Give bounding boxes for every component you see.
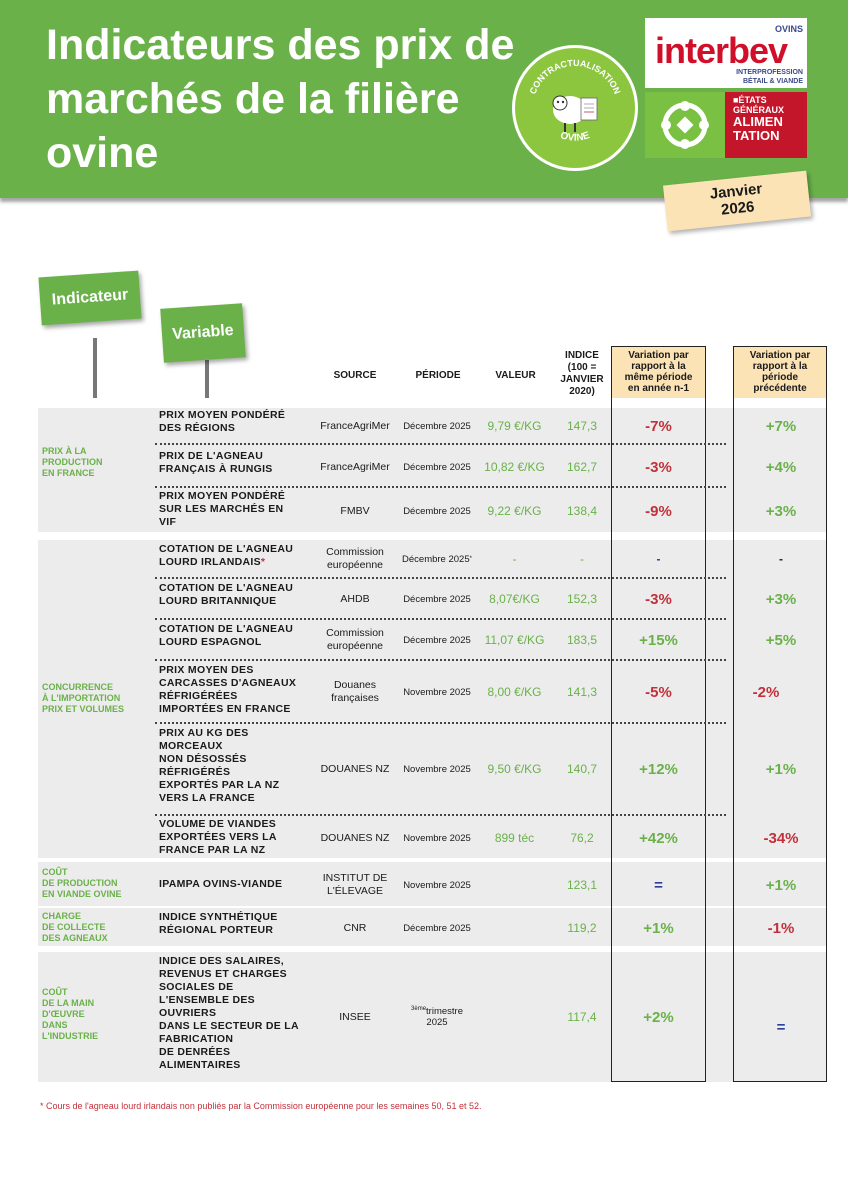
- cat-line: PRODUCTION: [42, 457, 103, 467]
- variable-label: [159, 623, 309, 649]
- row-separator: [155, 722, 726, 724]
- var-line: RÉFRIGÉRÉS: [159, 766, 231, 778]
- var-prec-cell: -1%: [767, 919, 795, 937]
- source-cell: [315, 664, 395, 720]
- periode-cell: Décembre 2025: [403, 420, 471, 432]
- page-title: Indicateurs des prix de marchés de la filière ovine: [46, 21, 515, 177]
- table-row: [155, 664, 826, 720]
- valeur-cell: 11,07 €/KG: [484, 633, 545, 647]
- variable-label: [159, 911, 309, 937]
- source-cell: FranceAgriMer: [320, 419, 390, 432]
- cat-line: CONCURRENCE: [42, 682, 114, 692]
- table-row: [155, 543, 826, 575]
- source-cell: DOUANES NZ: [320, 831, 390, 844]
- var-prec-header: [733, 346, 827, 398]
- cat-line: D'ŒUVRE: [42, 1009, 85, 1019]
- var-line: RÉFRIGÉRÉES: [159, 690, 238, 702]
- var-line: DE DENRÉES: [159, 1046, 231, 1058]
- var-prec-cell: =: [776, 1018, 786, 1036]
- var-n1-header: [611, 346, 706, 398]
- variable-label: [159, 409, 309, 435]
- indice-l4: 2020): [569, 386, 595, 397]
- interbev-subtitle: [695, 68, 803, 86]
- indice-cell: 162,7: [566, 460, 598, 474]
- var-line: PRIX MOYEN PONDÉRÉ: [159, 409, 286, 421]
- table-row: [155, 409, 826, 443]
- indice-cell: 138,4: [566, 504, 598, 518]
- var1-l3: même période: [624, 372, 693, 383]
- periode-cell: Décembre 2025: [403, 922, 471, 934]
- var-line: FABRICATION: [159, 1033, 234, 1045]
- indice-header: [552, 350, 612, 398]
- var-prec-cell: +1%: [765, 760, 797, 778]
- var-line: SUR LES MARCHÉS EN: [159, 503, 284, 515]
- egalim-text: [725, 92, 807, 158]
- source-line: L'ÉLEVAGE: [326, 885, 384, 897]
- var-line: INDICE SYNTHÉTIQUE: [159, 911, 278, 923]
- egal-l1: ■ÉTATS: [733, 95, 767, 105]
- var-line: EXPORTÉES VERS LA: [159, 831, 277, 843]
- svg-text:CONTRACTUALISATION: [528, 58, 623, 96]
- var-n1-cell: -3%: [645, 590, 672, 608]
- variable-label: [159, 543, 309, 569]
- periode-cell: Novembre 2025: [403, 763, 471, 775]
- asterisk: *: [260, 556, 266, 568]
- var-prec-cell: +1%: [765, 876, 797, 894]
- sign-post: [93, 338, 97, 398]
- var-prec-cell: -2%: [752, 683, 780, 701]
- valeur-cell: 899 téc: [494, 831, 535, 845]
- source-cell: [315, 866, 395, 904]
- valeur-cell: -: [512, 552, 517, 566]
- var-line: COTATION DE L'AGNEAU: [159, 582, 294, 594]
- indicateur-sign: Indicateur: [38, 271, 141, 326]
- periode-cell: [397, 543, 477, 575]
- cat-line: À L'IMPORTATION: [42, 693, 121, 703]
- indice-cell: 141,3: [566, 685, 598, 699]
- var-line: ALIMENTAIRES: [159, 1059, 241, 1071]
- var-prec-cell: -: [779, 552, 783, 566]
- variable-label: [159, 818, 309, 857]
- var-line: INDICE DES SALAIRES,: [159, 955, 285, 967]
- indice-l3: JANVIER: [560, 374, 604, 385]
- row-separator: [155, 814, 726, 816]
- var-line: IPAMPA OVINS-VIANDE: [159, 878, 283, 890]
- table-row: [155, 866, 826, 904]
- cat-line: CHARGE: [42, 911, 82, 921]
- source-cell: INSEE: [339, 1010, 371, 1023]
- periode-cell: Novembre 2025: [403, 686, 471, 698]
- header-banner: [0, 0, 848, 198]
- source-cell: FranceAgriMer: [320, 460, 390, 473]
- var-line: EXPORTÉS PAR LA NZ: [159, 779, 280, 791]
- var2-l3: période: [761, 372, 799, 383]
- indice-l2: (100 =: [567, 362, 597, 373]
- indice-cell: 140,7: [566, 762, 598, 776]
- category-prix-production: [42, 446, 103, 479]
- var2-l1: Variation par: [749, 350, 811, 361]
- var-line: DES RÉGIONS: [159, 422, 236, 434]
- valeur-cell: 9,22 €/KG: [487, 504, 542, 518]
- category-cout-production: [42, 867, 122, 900]
- source-cell: CNR: [343, 921, 367, 934]
- source-line: Douanes: [333, 679, 376, 691]
- var-line: COTATION DE L'AGNEAU: [159, 623, 294, 635]
- valeur-cell: 8,00 €/KG: [487, 685, 542, 699]
- source-line: Commission: [326, 546, 384, 558]
- table-row: [155, 490, 826, 532]
- egal-l4: TATION: [733, 128, 780, 143]
- indice-cell: 117,4: [567, 1010, 597, 1024]
- table-row: [155, 623, 826, 657]
- row-separator: [155, 577, 726, 579]
- indice-cell: 76,2: [570, 831, 594, 845]
- var-line: VERS LA FRANCE: [159, 792, 255, 804]
- var-line: MORCEAUX: [159, 740, 223, 752]
- periode-year: 2025: [426, 1017, 448, 1029]
- indice-cell: 183,5: [566, 633, 598, 647]
- table-row: [155, 582, 826, 616]
- var-n1-cell: +15%: [639, 631, 678, 649]
- row-separator: [155, 618, 726, 620]
- cat-line: EN FRANCE: [42, 468, 95, 478]
- date-year: 2026: [720, 198, 756, 219]
- source-line: françaises: [331, 692, 379, 704]
- source-line: européenne: [326, 559, 384, 571]
- var1-l4: en année n-1: [627, 383, 690, 394]
- periode-mark: *: [469, 556, 472, 562]
- valeur-header: VALEUR: [495, 370, 536, 381]
- var-line: PRIX AU KG DES: [159, 727, 249, 739]
- periode-text: trimestre: [426, 1006, 463, 1018]
- cat-line: DE LA MAIN: [42, 998, 95, 1008]
- var-n1-cell: +1%: [643, 919, 674, 937]
- periode-cell: Décembre 2025: [403, 634, 471, 646]
- var-n1-cell: -7%: [645, 417, 672, 435]
- var-line: PRIX MOYEN DES: [159, 664, 254, 676]
- var-line: IMPORTÉES EN FRANCE: [159, 703, 291, 715]
- category-charge-collecte: [42, 911, 108, 944]
- var-n1-cell: +12%: [639, 760, 678, 778]
- cat-line: DE PRODUCTION: [42, 878, 118, 888]
- cat-line: COÛT: [42, 987, 68, 997]
- interbev-brand: interbev: [655, 30, 788, 71]
- cat-line: COÛT: [42, 867, 68, 877]
- var-line: COTATION DE L'AGNEAU: [159, 543, 294, 555]
- source-cell: [315, 623, 395, 657]
- table-row: [155, 450, 826, 484]
- source-line: européenne: [326, 640, 384, 652]
- var-n1-cell: +42%: [639, 829, 678, 847]
- cat-line: DANS: [42, 1020, 68, 1030]
- var1-l2: rapport à la: [631, 361, 686, 372]
- periode-cell: Décembre 2025: [403, 505, 471, 517]
- valeur-cell: [477, 866, 552, 904]
- contractualisation-badge: [512, 45, 638, 171]
- table-row: [155, 818, 826, 858]
- svg-text:OVINE: [559, 130, 592, 144]
- row-separator: [155, 443, 726, 445]
- egal-l3: ALIMEN: [733, 114, 783, 129]
- indice-cell: 123,1: [566, 878, 598, 892]
- valeur-cell: 10,82 €/KG: [484, 460, 545, 474]
- cat-line: PRIX À LA: [42, 446, 87, 456]
- var-line: REVENUS ET CHARGES: [159, 968, 287, 980]
- sheep-icon: [515, 48, 635, 168]
- var-n1-cell: -5%: [645, 683, 672, 701]
- var-line: DANS LE SECTEUR DE LA: [159, 1020, 299, 1032]
- variable-label: [159, 490, 309, 529]
- category-main-oeuvre: [42, 987, 98, 1042]
- var-n1-cell: -3%: [645, 458, 672, 476]
- badge-top-text: CONTRACTUALISATION: [527, 57, 623, 96]
- var-line: VIF: [159, 516, 177, 528]
- var-line: VOLUME DE VIANDES: [159, 818, 277, 830]
- var-line: LOURD IRLANDAIS: [159, 556, 261, 568]
- var-line: NON DÉSOSSÉS: [159, 753, 247, 765]
- var-prec-cell: -34%: [763, 829, 799, 847]
- valeur-cell: 9,50 €/KG: [487, 762, 542, 776]
- table-row: [155, 955, 826, 1079]
- indice-l1: INDICE: [565, 350, 599, 361]
- cat-line: DE COLLECTE: [42, 922, 106, 932]
- variable-label: [159, 582, 309, 608]
- interbev-logo: [645, 18, 807, 88]
- periode-cell: Novembre 2025: [403, 879, 471, 891]
- var-n1-cell: -: [656, 552, 661, 566]
- var-prec-cell: +3%: [765, 590, 797, 608]
- people-icon: [645, 92, 725, 158]
- cat-line: EN VIANDE OVINE: [42, 889, 122, 899]
- var2-l4: précédente: [753, 383, 807, 394]
- source-cell: FMBV: [340, 504, 370, 517]
- sign-post: [205, 360, 209, 398]
- var-line: PRIX DE L'AGNEAU: [159, 450, 264, 462]
- var-line: OUVRIERS: [159, 1007, 217, 1019]
- var-n1-cell: -9%: [645, 502, 672, 520]
- variable-label: [159, 878, 309, 891]
- valeur-cell: [477, 911, 552, 945]
- var-line: L'ENSEMBLE DES: [159, 994, 255, 1006]
- source-cell: DOUANES NZ: [320, 762, 390, 775]
- indice-cell: 119,2: [567, 921, 597, 935]
- indice-cell: -: [580, 552, 584, 566]
- var-line: LOURD BRITANNIQUE: [159, 595, 277, 607]
- variable-label: [159, 955, 309, 1072]
- periode-cell: Novembre 2025: [403, 832, 471, 844]
- indice-cell: 152,3: [566, 592, 598, 606]
- source-header: SOURCE: [333, 370, 377, 381]
- var-n1-cell: =: [654, 876, 663, 894]
- interbev-sub1: INTERPROFESSION: [736, 69, 803, 76]
- var-line: RÉGIONAL PORTEUR: [159, 924, 274, 936]
- cat-line: DES AGNEAUX: [42, 933, 108, 943]
- source-line: INSTITUT DE: [322, 872, 388, 884]
- var-n1-cell: +2%: [643, 1008, 674, 1026]
- periode-cell: Décembre 2025: [403, 461, 471, 473]
- valeur-cell: 8,07€/KG: [489, 592, 540, 606]
- interbev-ovins: OVINS: [774, 24, 803, 34]
- var2-l2: rapport à la: [752, 361, 808, 372]
- var-line: FRANCE PAR LA NZ: [159, 844, 266, 856]
- source-line: Commission: [326, 627, 384, 639]
- table-row: [155, 911, 826, 945]
- valeur-cell: 9,79 €/KG: [487, 419, 542, 433]
- var-line: FRANÇAIS À RUNGIS: [159, 463, 273, 475]
- variable-label: [159, 727, 309, 805]
- valeur-cell: [477, 955, 552, 1079]
- periode-header: PÉRIODE: [415, 370, 461, 381]
- periode-text: Décembre 2025: [402, 553, 470, 565]
- egalim-logo: [645, 92, 807, 158]
- var1-l1: Variation par: [628, 350, 689, 361]
- periode-sup: 3ème: [411, 1005, 427, 1012]
- row-separator: [155, 659, 726, 661]
- footnote: * Cours de l'agneau lourd irlandais non publiés par la Commission européenne pour les semaines 50, 51 et 52.: [40, 1101, 482, 1111]
- var-line: LOURD ESPAGNOL: [159, 636, 262, 648]
- var-line: PRIX MOYEN PONDÉRÉ: [159, 490, 286, 502]
- indice-cell: 147,3: [566, 419, 598, 433]
- var-prec-cell: +5%: [765, 631, 797, 649]
- cat-line: PRIX ET VOLUMES: [42, 704, 125, 714]
- variable-label: [159, 450, 309, 476]
- egal-l2: GÉNÉRAUX: [733, 105, 785, 115]
- var-prec-cell: +3%: [765, 502, 797, 520]
- var-line: CARCASSES D'AGNEAUX: [159, 677, 297, 689]
- variable-label: [159, 664, 309, 716]
- badge-bottom-text: OVINE: [558, 130, 592, 144]
- periode-cell: [397, 955, 477, 1079]
- date-month: Janvier: [708, 180, 764, 203]
- interbev-sub2: BÉTAIL & VIANDE: [742, 78, 803, 85]
- cat-line: L'INDUSTRIE: [42, 1031, 99, 1041]
- table-row: [155, 727, 826, 811]
- source-cell: [315, 543, 395, 575]
- row-separator: [155, 486, 726, 488]
- var-line: SOCIALES DE: [159, 981, 234, 993]
- category-concurrence: [42, 682, 124, 715]
- periode-cell: Décembre 2025: [403, 593, 471, 605]
- source-cell: AHDB: [340, 592, 370, 605]
- var-prec-cell: +7%: [765, 417, 797, 435]
- variable-sign: Variable: [160, 303, 246, 363]
- var-prec-cell: +4%: [765, 458, 797, 476]
